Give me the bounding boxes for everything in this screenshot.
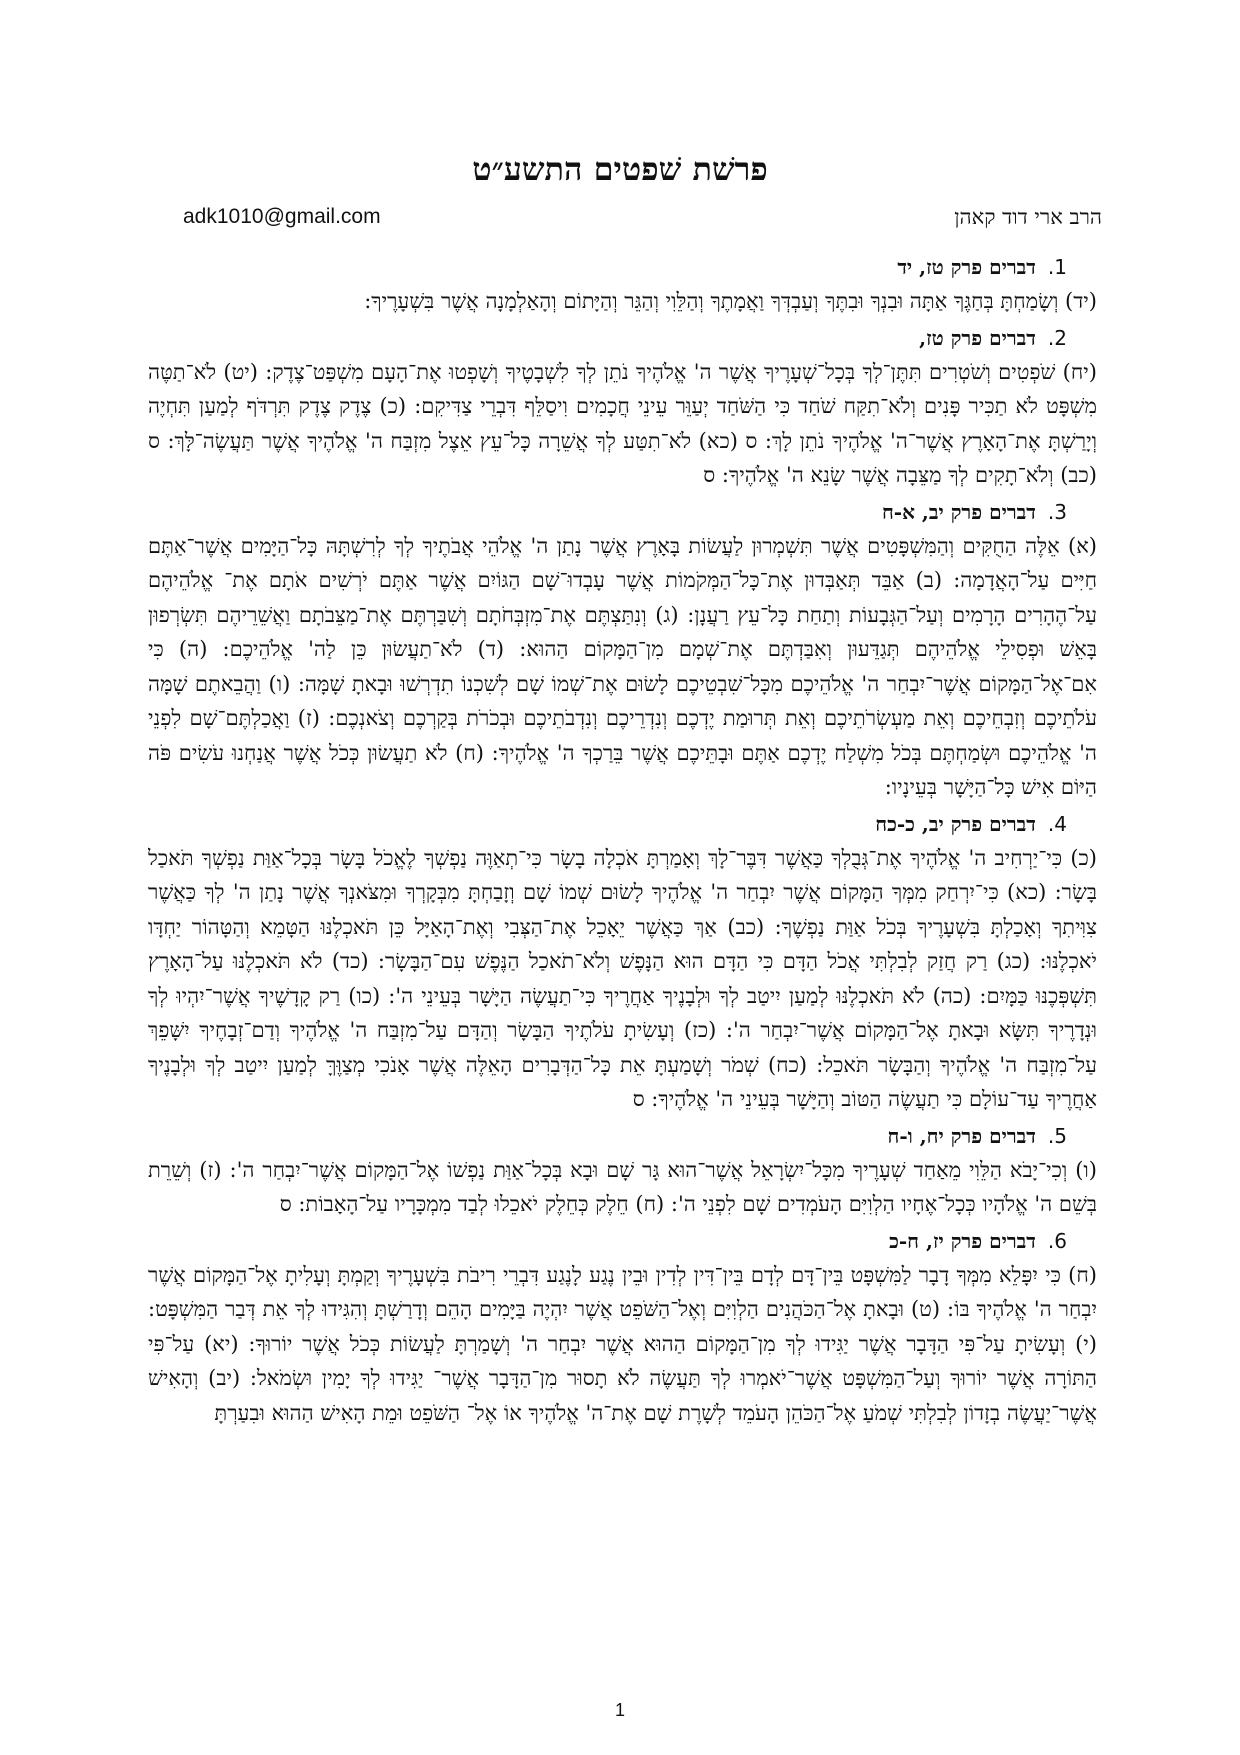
section-number: 5.: [1047, 1123, 1067, 1148]
section-title: דברים פרק יב, כ-כח: [875, 811, 1036, 836]
section-number: 2.: [1047, 325, 1067, 350]
section-heading: [148, 807, 1097, 841]
source-section-3: [148, 495, 1097, 805]
section-heading: [148, 1119, 1097, 1153]
source-section-1: [148, 250, 1097, 319]
section-title: דברים פרק יח, ו-ח: [887, 1123, 1036, 1148]
section-heading: [148, 495, 1097, 529]
section-text: (יד) וְשָׂמַחְתָּ בְּחַגֶּךָ אַתָּה וּבִנְךָ וּבִתֶּךָ וְעַבְדְּךָ וַאֲמָתֶךָ וְהַלֵּוִי וְהַגֵּר וְהַיָּתוֹם וְהָאַלְמָנָה אֲשֶׁר בִּשְׁעָרֶיךָ:: [364, 289, 1097, 313]
section-number: 4.: [1047, 811, 1067, 836]
page-title: פרשׁת שׁפטים התשע״ט: [472, 150, 768, 188]
section-heading: [148, 250, 1097, 284]
section-text: (ו) וְכִי־יָבֹא הַלֵּוִי מֵאַחַד שְׁעָרֶיךָ מִכָּל־יִשְׂרָאֵל אֲשֶׁר־הוּא גָּר שָׁם וּבָא בְּכָל־אַוַּת נַפְשׁוֹ אֶל־הַמָּקוֹם אֲשֶׁר־יִבְחַר ה': (ז) וְשֵׁרֵת בְּשֵׁם ה' אֱלֹהָיו כְּכָל־אֶחָיו הַלְוִיִּם הָעֹמְדִים שָׁם לִפְנֵי ה': (ח) חֵלֶק כְּחֵלֶק יֹאכֵלוּ לְבַד מִמְכָּרָיו עַל־הָאָבוֹת: ס: [148, 1157, 1097, 1216]
section-heading: [148, 321, 1097, 355]
section-text: (א) אֵלֶּה הַחֻקִּים וְהַמִּשְׁפָּטִים אֲשֶׁר תִּשְׁמְרוּן לַעֲשׂוֹת בָּאָרֶץ אֲשֶׁר נָתַן ה' אֱלֹהֵי אֲבֹתֶיךָ לְךָ לְרִשְׁתָּהּ כָּל־הַיָּמִים אֲשֶׁר־אַתֶּם חַיִּים עַל־הָאֲדָמָה: (ב) אַבֵּד תְּאַבְּדוּן אֶת־כָּל־הַמְּקֹמוֹת אֲשֶׁר עָבְדוּ־שָׁם הַגּוֹיִם אֲשֶׁר אַתֶּם יֹרְשִׁים אֹתָם אֶת־ אֱלֹהֵיהֶם עַל־הֶהָרִים הָרָמִים וְעַל־הַגְּבָעוֹת וְתַחַת כָּל־עֵץ רַעֲנָן: (ג) וְנִתַּצְתֶּם אֶת־מִזְבְּחֹתָם וְשִׁבַּרְתֶּם אֶת־מַצֵּבֹתָם וַאֲשֵׁרֵיהֶם תִּשְׂרְפוּן בָּאֵשׁ וּפְסִילֵי אֱלֹהֵיהֶם תְּגַדֵּעוּן וְאִבַּדְתֶּם אֶת־שְׁמָם מִן־הַמָּקוֹם הַהוּא: (ד) לֹא־תַעֲשׂוּן כֵּן לַה' אֱלֹהֵיכֶם: (ה) כִּי אִם־אֶל־הַמָּקוֹם אֲשֶׁר־יִבְחַר ה' אֱלֹהֵיכֶם מִכָּל־שִׁבְטֵיכֶם לָשׂוּם אֶת־שְׁמוֹ שָׁם לְשִׁכְנוֹ תִדְרְשׁוּ וּבָאתָ שָׁמָּה: (ו) וַהֲבֵאתֶם שָׁמָּה עֹלֹתֵיכֶם וְזִבְחֵיכֶם וְאֵת מַעְשְׂרֹתֵיכֶם וְאֵת תְּרוּמַת יֶדְכֶם וְנִדְרֵיכֶם וְנִדְבֹתֵיכֶם וּבְכֹרֹת בְּקַרְכֶם וְצֹאנְכֶם: (ז) וַאֲכַלְתֶּם־שָׁם לִפְנֵי ה' אֱלֹהֵיכֶם וּשְׂמַחְתֶּם בְּכֹל מִשְׁלַח יֶדְכֶם אַתֶּם וּבָתֵּיכֶם אֲשֶׁר בֵּרַכְךָ ה' אֱלֹהֶיךָ: (ח) לֹא תַעֲשׂוּן כְּכֹל אֲשֶׁר אֲנַחְנוּ עֹשִׂים פֹּה הַיּוֹם אִישׁ כָּל־הַיָּשָׁר בְּעֵינָיו:: [148, 533, 1097, 799]
section-title: דברים פרק יב, א-ח: [881, 499, 1036, 524]
source-section-5: [148, 1119, 1097, 1222]
section-title: דברים פרק טז, יד: [897, 255, 1036, 279]
section-title: דברים פרק טז,: [919, 325, 1036, 350]
source-section-2: [148, 321, 1097, 493]
source-sheet: [148, 250, 1097, 1540]
section-title: דברים פרק יז, ח-כ: [889, 1228, 1036, 1253]
section-heading: [148, 1224, 1097, 1258]
page-number: 1: [614, 1700, 625, 1720]
section-number: 6.: [1047, 1228, 1067, 1253]
section-number: 3.: [1047, 499, 1067, 524]
author-email: adk1010@gmail.com: [183, 205, 381, 228]
section-text: (יח) שֹׁפְטִים וְשֹׁטְרִים תִּתֶּן־לְךָ בְּכָל־שְׁעָרֶיךָ אֲשֶׁר ה' אֱלֹהֶיךָ נֹתֵן לְךָ לִשְׁבָטֶיךָ וְשָׁפְטוּ אֶת־הָעָם מִשְׁפַּט־צֶדֶק: (יט) לֹא־תַטֶּה מִשְׁפָּט לֹא תַכִּיר פָּנִים וְלֹא־תִקַּח שֹׁחַד כִּי הַשֹּׁחַד יְעַוֵּר עֵינֵי חֲכָמִים וִיסַלֵּף דִּבְרֵי צַדִּיקִם: (כ) צֶדֶק צֶדֶק תִּרְדֹּף לְמַעַן תִּחְיֶה וְיָרַשְׁתָּ אֶת־הָאָרֶץ אֲשֶׁר־ה' אֱלֹהֶיךָ נֹתֵן לָךְ: ס (כא) לֹא־תִטַּע לְךָ אֲשֵׁרָה כָּל־עֵץ אֵצֶל מִזְבַּח ה' אֱלֹהֶיךָ אֲשֶׁר תַּעֲשֶׂה־לָּךְ: ס (כב) וְלֹא־תָקִים לְךָ מַצֵּבָה אֲשֶׁר שָׂנֵא ה' אֱלֹהֶיךָ: ס: [148, 359, 1097, 487]
section-number: 1.: [1047, 255, 1067, 279]
author-name: הרב ארי דוד קאהן: [954, 205, 1102, 229]
source-section-6: [148, 1224, 1097, 1431]
section-text: (ח) כִּי יִפָּלֵא מִמְּךָ דָבָר לַמִּשְׁפָּט בֵּין־דָּם לְדָם בֵּין־דִּין לְדִין וּבֵין נֶגַע לָנֶגַע דִּבְרֵי רִיבֹת בִּשְׁעָרֶיךָ וְקַמְתָּ וְעָלִיתָ אֶל־הַמָּקוֹם אֲשֶׁר יִבְחַר ה' אֱלֹהֶיךָ בּוֹ: (ט) וּבָאתָ אֶל־הַכֹּהֲנִים הַלְוִיִּם וְאֶל־הַשֹּׁפֵט אֲשֶׁר יִהְיֶה בַּיָּמִים הָהֵם וְדָרַשְׁתָּ וְהִגִּידוּ לְךָ אֵת דְּבַר הַמִּשְׁפָּט: (י) וְעָשִׂיתָ עַל־פִּי הַדָּבָר אֲשֶׁר יַגִּידוּ לְךָ מִן־הַמָּקוֹם הַהוּא אֲשֶׁר יִבְחַר ה' וְשָׁמַרְתָּ לַעֲשׂוֹת כְּכֹל אֲשֶׁר יוֹרוּךָ: (יא) עַל־פִּי הַתּוֹרָה אֲשֶׁר יוֹרוּךָ וְעַל־הַמִּשְׁפָּט אֲשֶׁר־יֹאמְרוּ לְךָ תַּעֲשֶׂה לֹא תָסוּר מִן־הַדָּבָר אֲשֶׁר־ יַגִּידוּ לְךָ יָמִין וּשְׂמֹאל: (יב) וְהָאִישׁ אֲשֶׁר־יַעֲשֶׂה בְזָדוֹן לְבִלְתִּי שְׁמֹעַ אֶל־הַכֹּהֵן הָעֹמֵד לְשָׁרֶת שָׁם אֶת־ה' אֱלֹהֶיךָ אוֹ אֶל־ הַשֹּׁפֵט וּמֵת הָאִישׁ הַהוּא וּבִעַרְתָּ: [148, 1262, 1097, 1425]
source-section-4: [148, 807, 1097, 1117]
section-text: (כ) כִּי־יַרְחִיב ה' אֱלֹהֶיךָ אֶת־גְּבֻלְךָ כַּאֲשֶׁר דִּבֶּר־לָךְ וְאָמַרְתָּ אֹכְלָה בָשָׂר כִּי־תְאַוֶּה נַפְשְׁךָ לֶאֱכֹל בָּשָׂר בְּכָל־אַוַּת נַפְשְׁךָ תֹּאכַל בָּשָׂר: (כא) כִּי־יִרְחַק מִמְּךָ הַמָּקוֹם אֲשֶׁר יִבְחַר ה' אֱלֹהֶיךָ לָשׂוּם שְׁמוֹ שָׁם וְזָבַחְתָּ מִבְּקָרְךָ וּמִצֹּאנְךָ אֲשֶׁר נָתַן ה' לְךָ כַּאֲשֶׁר צִוִּיתִךָ וְאָכַלְתָּ בִּשְׁעָרֶיךָ בְּכֹל אַוַּת נַפְשֶׁךָ: (כב) אַךְ כַּאֲשֶׁר יֵאָכֵל אֶת־הַצְּבִי וְאֶת־הָאַיָּל כֵּן תֹּאכְלֶנּוּ הַטָּמֵא וְהַטָּהוֹר יַחְדָּו יֹאכְלֶנּוּ: (כג) רַק חֲזַק לְבִלְתִּי אֲכֹל הַדָּם כִּי הַדָּם הוּא הַנָּפֶשׁ וְלֹא־תֹאכַל הַנֶּפֶשׁ עִם־הַבָּשָׂר: (כד) לֹא תֹּאכְלֶנּוּ עַל־הָאָרֶץ תִּשְׁפְּכֶנּוּ כַּמָּיִם: (כה) לֹא תֹּאכְלֶנּוּ לְמַעַן יִיטַב לְךָ וּלְבָנֶיךָ אַחֲרֶיךָ כִּי־תַעֲשֶׂה הַיָּשָׁר בְּעֵינֵי ה': (כו) רַק קָדָשֶׁיךָ אֲשֶׁר־יִהְיוּ לְךָ וּנְדָרֶיךָ תִּשָּׂא וּבָאתָ אֶל־הַמָּקוֹם אֲשֶׁר־יִבְחַר ה': (כז) וְעָשִׂיתָ עֹלֹתֶיךָ הַבָּשָׂר וְהַדָּם עַל־מִזְבַּח ה' אֱלֹהֶיךָ וְדַם־זְבָחֶיךָ יִשָּׁפֵךְ עַל־מִזְבַּח ה' אֱלֹהֶיךָ וְהַבָּשָׂר תֹּאכֵל: (כח) שְׁמֹר וְשָׁמַעְתָּ אֵת כָּל־הַדְּבָרִים הָאֵלֶּה אֲשֶׁר אָנֹכִי מְצַוֶּךָּ לְמַעַן יִיטַב לְךָ וּלְבָנֶיךָ אַחֲרֶיךָ עַד־עוֹלָם כִּי תַעֲשֶׂה הַטּוֹב וְהַיָּשָׁר בְּעֵינֵי ה' אֱלֹהֶיךָ: ס: [148, 845, 1097, 1111]
